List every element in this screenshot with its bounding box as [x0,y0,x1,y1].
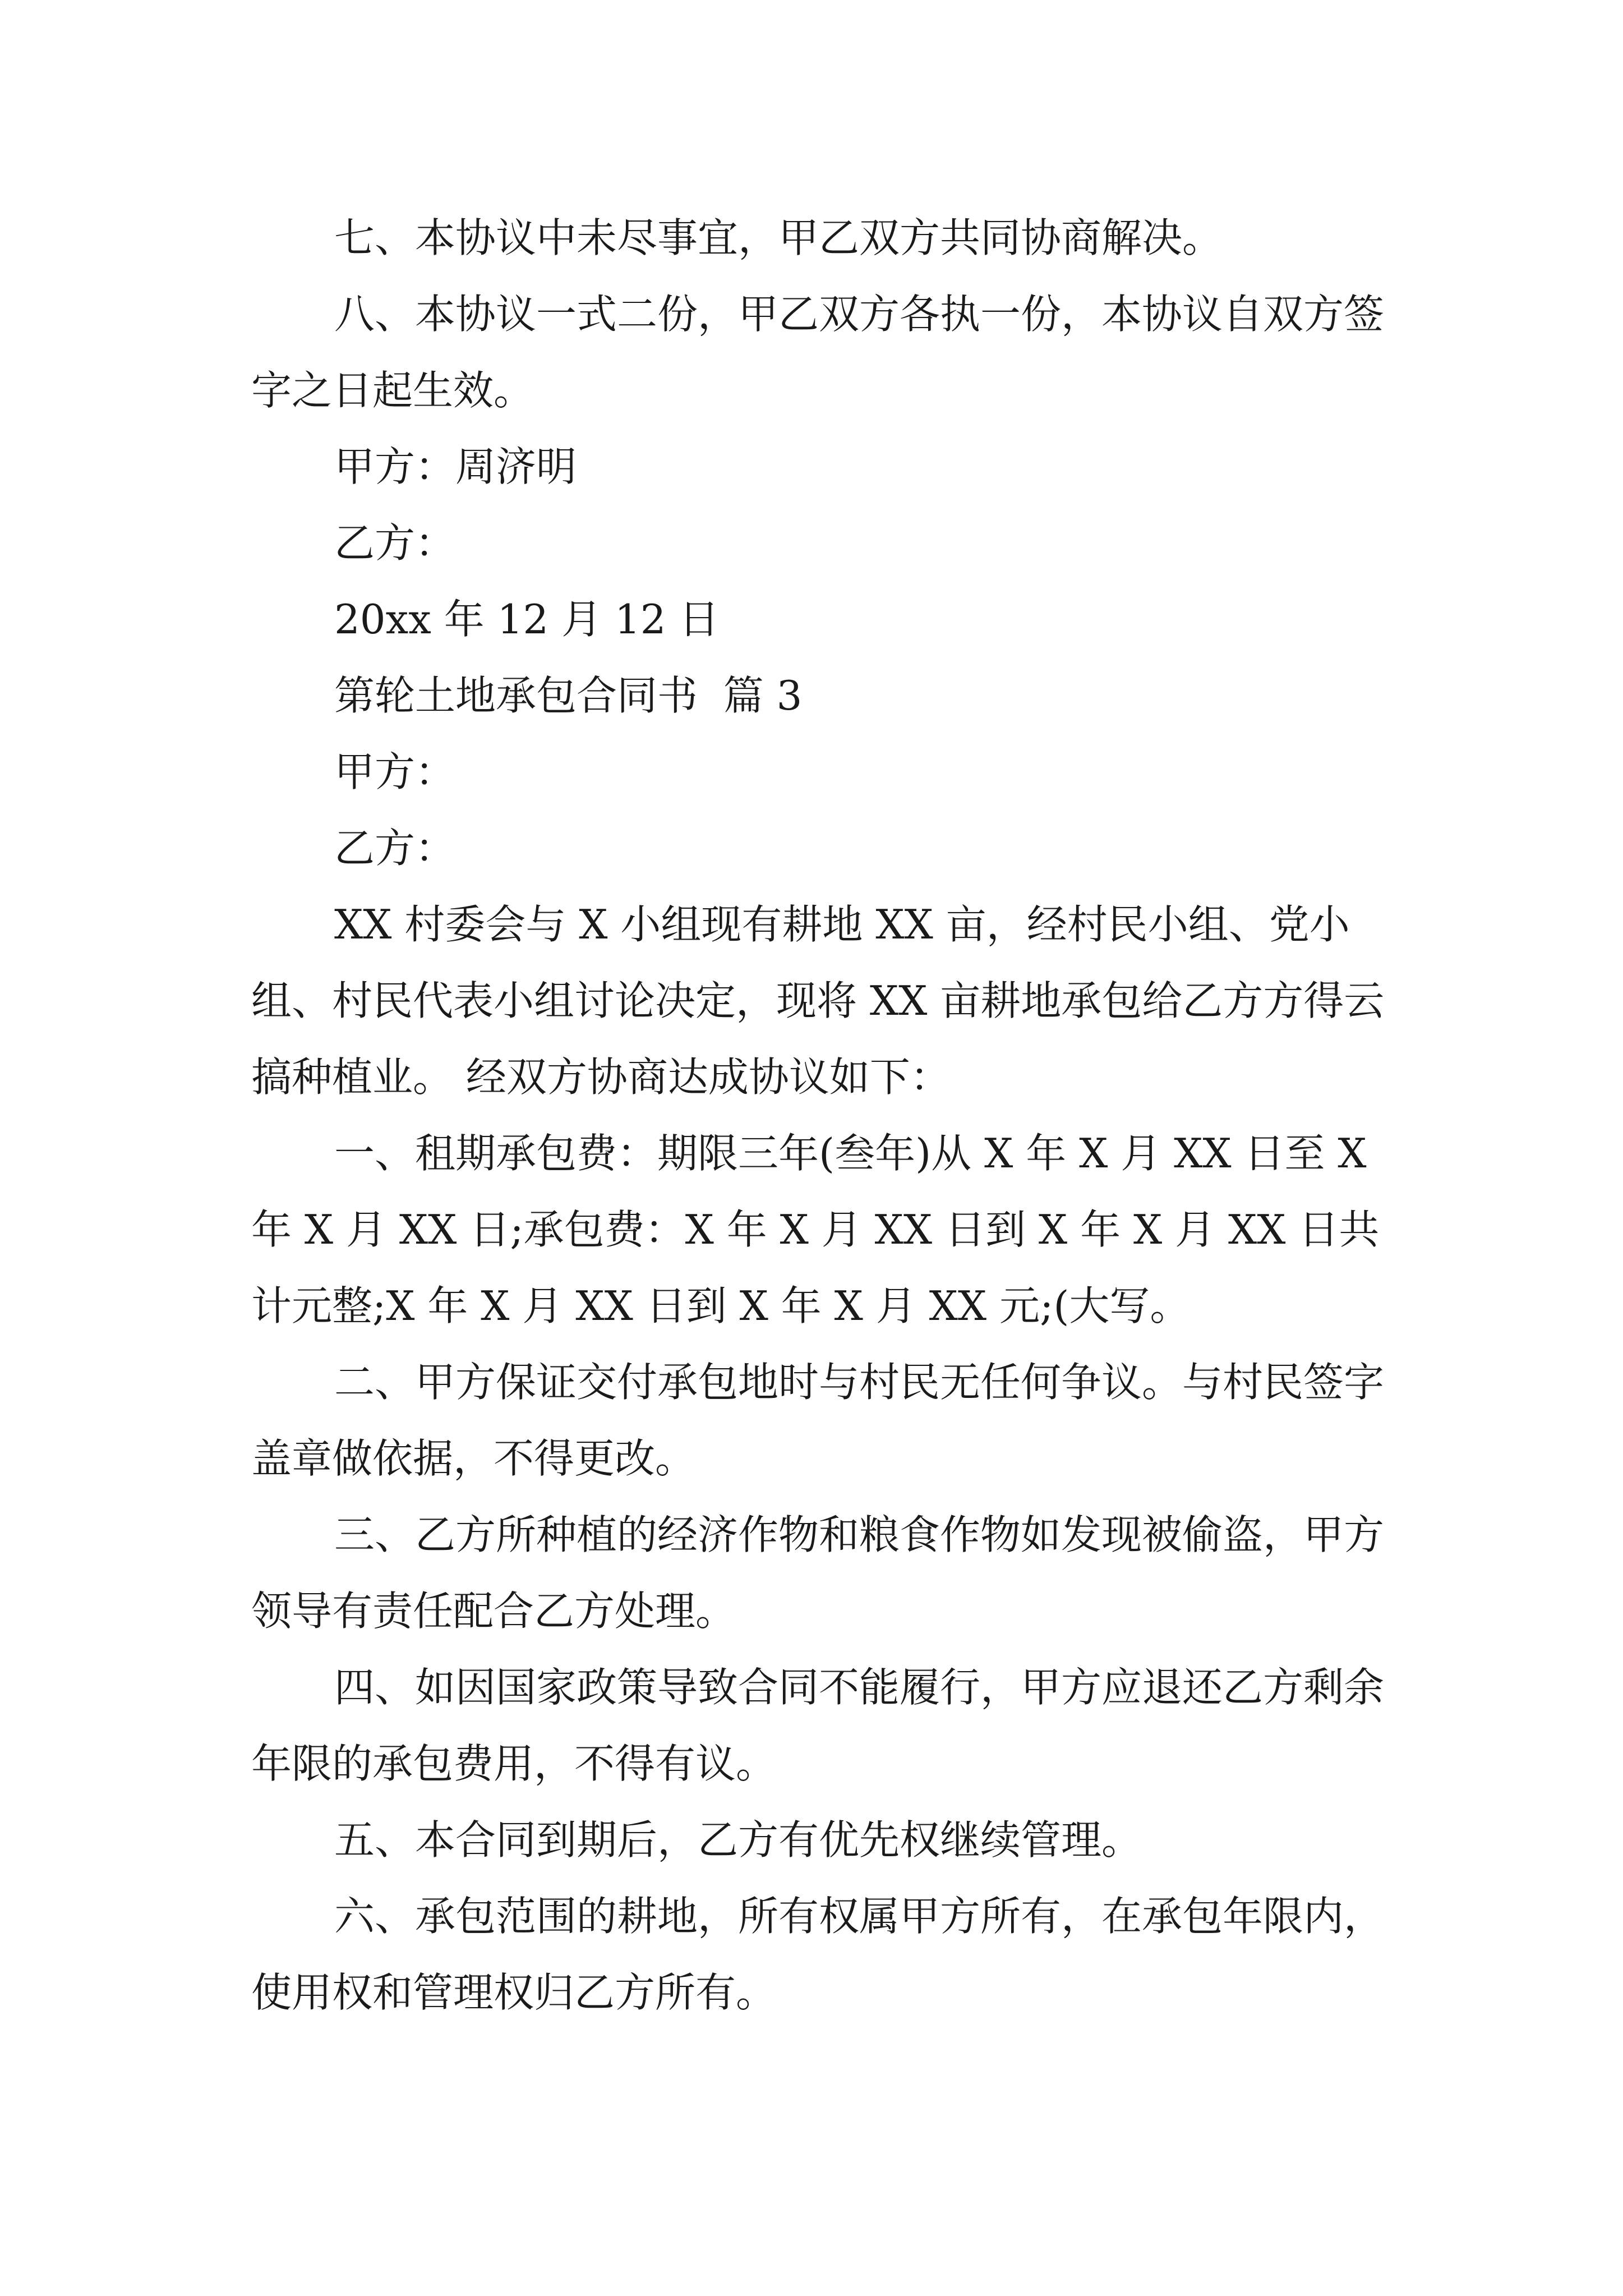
document-body [251,200,1395,2031]
clause-five: 五、本合同到期后，乙方有优先权继续管理。 [334,1816,1142,1864]
clause-seven: 七、本协议中未尽事宜，甲乙双方共同协商解决。 [334,214,1223,261]
section-title: 第轮土地承包合同书 篇 3 [334,672,803,719]
signing-date: 20xx 年 12 月 12 日 [334,596,720,643]
preamble: XX 村委会与 X 小组现有耕地 XX 亩，经村民小组、党小组、村民代表小组讨论决定，现将 XX 亩耕地承包给乙方方得云搞种植业。 经双方协商达成协议如下： [251,901,1385,1101]
party-b-label: 乙方： [334,825,456,872]
clause-four: 四、如因国家政策导致合同不能履行，甲方应退还乙方剩余年限的承包费用，不得有议。 [251,1664,1385,1787]
clause-one: 一、租期承包费：期限三年(叁年)从 X 年 X 月 XX 日至 X 年 X 月 XX 日;承包费：X 年 X 月 XX 日到 X 年 X 月 XX 日共计元整;X 年 X 月 XX 日到 X 年 X 月 XX 元;(大写。 [251,1130,1380,1329]
clause-eight: 八、本协议一式二份，甲乙双方各执一份，本协议自双方签字之日起生效。 [251,291,1385,414]
party-b-signature: 乙方： [334,519,456,567]
party-a-signature: 甲方：周济明 [334,443,577,490]
clause-two: 二、甲方保证交付承包地时与村民无任何争议。与村民签字盖章做依据，不得更改。 [251,1359,1385,1482]
party-a-label: 甲方： [334,748,456,795]
clause-three: 三、乙方所种植的经济作物和粮食作物如发现被偷盗，甲方领导有责任配合乙方处理。 [251,1511,1385,1635]
clause-six: 六、承包范围的耕地，所有权属甲方所有，在承包年限内，使用权和管理权归乙方所有。 [251,1893,1385,2016]
